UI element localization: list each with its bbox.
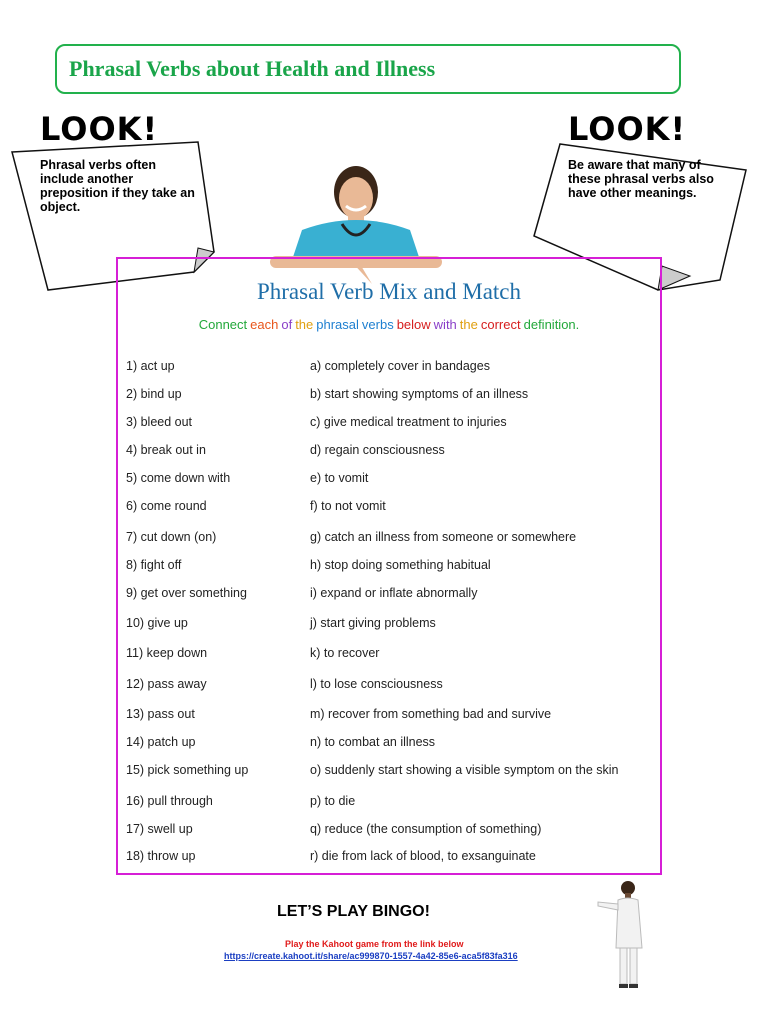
instruction-word: the [295, 317, 314, 332]
definition: h) stop doing something habitual [310, 558, 491, 572]
exercise-box [116, 257, 662, 875]
phrasal-verb: 14) patch up [126, 735, 196, 749]
definition: m) recover from something bad and survive [310, 707, 552, 721]
definition: j) start giving problems [310, 616, 436, 630]
definition: o) suddenly start showing a visible symptom on the skin [310, 763, 619, 777]
phrasal-verb: 15) pick something up [126, 763, 249, 777]
definition: c) give medical treatment to injuries [310, 415, 507, 429]
instruction-word: correct [480, 317, 521, 332]
look-left-label: LOOK! [40, 110, 159, 148]
instruction-word: the [459, 317, 478, 332]
instruction-word: definition. [523, 317, 580, 332]
phrasal-verb: 9) get over something [126, 586, 247, 600]
definition: r) die from lack of blood, to exsanguinate [310, 849, 536, 863]
instruction-word: below [396, 317, 431, 332]
phrasal-verb: 13) pass out [126, 707, 195, 721]
definition: f) to not vomit [310, 499, 386, 513]
note-left-text: Phrasal verbs often include another preposition if they take an object. [40, 158, 195, 214]
definition: n) to combat an illness [310, 735, 436, 749]
exercise-instruction [118, 317, 660, 332]
phrasal-verb: 11) keep down [126, 646, 208, 660]
instruction-word: Connect [198, 317, 248, 332]
bingo-heading: LET’S PLAY BINGO! [277, 903, 430, 920]
phrasal-verb: 10) give up [126, 616, 188, 630]
phrasal-verb: 6) come round [126, 499, 207, 513]
phrasal-verb: 8) fight off [126, 558, 182, 572]
phrasal-verb: 5) come down with [126, 471, 231, 485]
definition: b) start showing symptoms of an illness [310, 387, 529, 401]
instruction-word: verbs [361, 317, 394, 332]
definition: d) regain consciousness [310, 443, 445, 457]
instruction-word: of [281, 317, 293, 332]
page-title: Phrasal Verbs about Health and Illness [69, 56, 436, 81]
phrasal-verb: 18) throw up [126, 849, 196, 863]
phrasal-verb: 7) cut down (on) [126, 530, 217, 544]
definition: i) expand or inflate abnormally [310, 586, 478, 600]
kahoot-text: Play the Kahoot game from the link below [285, 939, 464, 949]
definition: a) completely cover in bandages [310, 359, 490, 373]
title-box [55, 44, 681, 94]
look-right-label: LOOK! [568, 110, 687, 148]
phrasal-verb: 17) swell up [126, 822, 193, 836]
phrasal-verb: 2) bind up [126, 387, 182, 401]
phrasal-verb: 4) break out in [126, 443, 206, 457]
phrasal-verb: 3) bleed out [126, 415, 193, 429]
exercise-title: Phrasal Verb Mix and Match [256, 279, 522, 304]
note-right-text: Be aware that many of these phrasal verbs also have other meanings. [568, 158, 714, 200]
definition: e) to vomit [310, 471, 369, 485]
instruction-word: with [433, 317, 457, 332]
definition: g) catch an illness from someone or somewhere [310, 530, 577, 544]
definition: k) to recover [310, 646, 380, 660]
definition: p) to die [310, 794, 356, 808]
phrasal-verb: 16) pull through [126, 794, 213, 808]
phrasal-verb: 1) act up [126, 359, 175, 373]
definition: l) to lose consciousness [310, 677, 443, 691]
phrasal-verb: 12) pass away [126, 677, 207, 691]
doctor-illustration-icon [594, 878, 654, 990]
kahoot-link[interactable]: https://create.kahoot.it/share/ac999870-1557-4a42-85e6-aca5f83fa316 [224, 951, 518, 961]
instruction-word: phrasal [316, 317, 359, 332]
instruction-word: each [250, 317, 279, 332]
definition: q) reduce (the consumption of something) [310, 822, 542, 836]
